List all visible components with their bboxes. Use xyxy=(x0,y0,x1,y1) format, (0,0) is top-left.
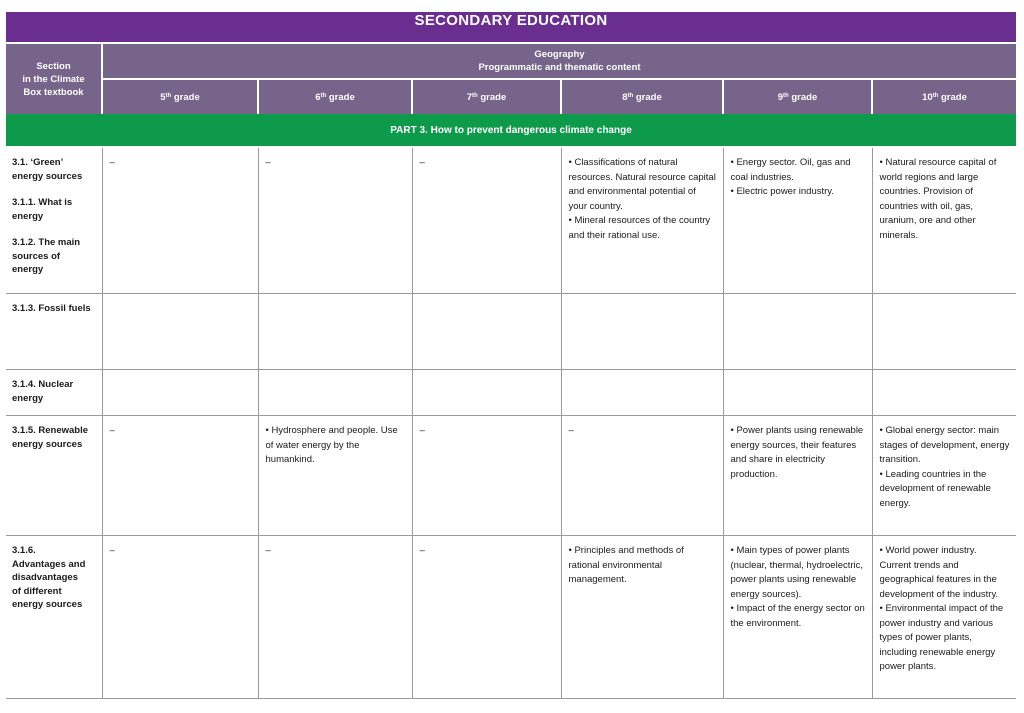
grade-5-content-cell xyxy=(723,294,872,370)
table-row xyxy=(6,370,1016,416)
content-item: • Natural resource capital of world regions and large countries. Provision of countries with oil, gas, uranium, ore and other minerals. xyxy=(879,157,997,241)
grade-2-content-cell xyxy=(258,536,412,699)
section-cell xyxy=(6,147,102,294)
grade-header-4 xyxy=(561,79,723,114)
content-item: – xyxy=(109,425,115,436)
grade-5-content-cell xyxy=(723,536,872,699)
grade-header-2 xyxy=(258,79,412,114)
section-line: 3.1.5. Renewable xyxy=(12,425,89,436)
grade-header-3 xyxy=(412,79,561,114)
grade-number: 6 xyxy=(315,91,321,103)
section-line: 3.1.3. Fossil fuels xyxy=(12,303,91,314)
content-item: • Impact of the energy sector on the environment. xyxy=(730,603,865,629)
subject-subtitle: Programmatic and thematic content xyxy=(478,62,641,73)
grade-5-content-cell xyxy=(723,147,872,294)
grade-label xyxy=(778,92,817,103)
grade-word: grade xyxy=(328,91,355,103)
grade-4-content-cell xyxy=(561,536,723,699)
part-heading: PART 3. How to prevent dangerous climate change xyxy=(6,114,1016,147)
section-line: 3.1.6. xyxy=(12,545,36,556)
content-item: – xyxy=(419,545,425,556)
curriculum-table xyxy=(6,12,1016,699)
grade-5-content-cell xyxy=(723,416,872,536)
grade-label xyxy=(622,92,661,103)
content-item: • Main types of power plants (nuclear, thermal, hydroelectric, power plants using renewable energy sources). xyxy=(730,545,864,600)
title-row xyxy=(6,12,1016,43)
grade-2-content-cell xyxy=(258,147,412,294)
section-spacer xyxy=(12,183,98,196)
grade-suffix: th xyxy=(627,92,634,99)
grade-number: 8 xyxy=(622,91,628,103)
section-line: energy sources xyxy=(12,438,83,450)
grade-number: 7 xyxy=(466,91,473,103)
grade-6-content-cell xyxy=(872,370,1016,416)
section-line: energy xyxy=(12,210,44,222)
grade-word: grade xyxy=(635,91,662,103)
grade-6-content-cell xyxy=(872,416,1016,536)
content-item: – xyxy=(419,157,425,168)
grade-3-content-cell xyxy=(412,147,561,294)
grade-6-content-cell xyxy=(872,536,1016,699)
header-row-subject xyxy=(6,43,1016,79)
grade-1-content-cell xyxy=(102,370,258,416)
content-item: • Energy sector. Oil, gas and coal industries. xyxy=(730,157,851,183)
grade-label xyxy=(160,92,199,103)
grade-header-6 xyxy=(872,79,1016,114)
grade-3-content-cell xyxy=(412,536,561,699)
section-line: 3.1.1. What is xyxy=(12,197,73,208)
grade-header-1 xyxy=(102,79,258,114)
section-line: of different xyxy=(12,585,62,597)
section-line: energy xyxy=(12,392,44,404)
content-item: – xyxy=(265,545,271,556)
section-line: Advantages and xyxy=(12,558,86,570)
section-cell xyxy=(6,536,102,699)
grade-suffix: th xyxy=(165,92,172,99)
grade-3-content-cell xyxy=(412,294,561,370)
section-column-header xyxy=(6,43,102,114)
header-row-grades xyxy=(6,79,1016,114)
content-item: – xyxy=(419,425,425,436)
grade-4-content-cell xyxy=(561,294,723,370)
section-line: disadvantages xyxy=(12,572,78,583)
grade-2-content-cell xyxy=(258,370,412,416)
content-item: • Classifications of natural resources. Natural resource capital and environmental potential of your country. xyxy=(568,157,716,212)
table-row xyxy=(6,294,1016,370)
part-row xyxy=(6,114,1016,147)
grade-label xyxy=(467,92,506,103)
grade-6-content-cell xyxy=(872,147,1016,294)
section-header-line: Section xyxy=(36,60,71,72)
content-item: • World power industry. Current trends and geographical features in the development of the industry. xyxy=(879,545,999,600)
table-row xyxy=(6,536,1016,699)
grade-header-5 xyxy=(723,79,872,114)
section-line: energy xyxy=(12,264,44,275)
content-item: • Environmental impact of the power industry and various types of power plants, including renewable energy power plants. xyxy=(879,603,1004,672)
section-line: energy sources xyxy=(12,599,83,610)
grade-2-content-cell xyxy=(258,294,412,370)
table-row xyxy=(6,416,1016,536)
grade-3-content-cell xyxy=(412,370,561,416)
grade-number: 9 xyxy=(777,91,784,103)
table-title: SECONDARY EDUCATION xyxy=(6,12,1016,43)
content-item: • Power plants using renewable energy sources, their features and share in electricity production. xyxy=(730,425,864,480)
section-header-line: Box textbook xyxy=(23,86,84,98)
section-line: 3.1.4. Nuclear xyxy=(12,379,74,390)
grade-label xyxy=(315,92,354,103)
grade-suffix: th xyxy=(320,92,327,99)
section-cell xyxy=(6,294,102,370)
content-item: – xyxy=(265,157,271,168)
content-item: • Electric power industry. xyxy=(730,186,834,197)
grade-3-content-cell xyxy=(412,416,561,536)
grade-suffix: th xyxy=(932,92,939,99)
grade-6-content-cell xyxy=(872,294,1016,370)
grade-1-content-cell xyxy=(102,536,258,699)
grade-1-content-cell xyxy=(102,416,258,536)
section-header-line: in the Climate xyxy=(22,73,85,85)
section-spacer xyxy=(12,223,98,236)
grade-suffix: th xyxy=(783,92,789,99)
grade-word: grade xyxy=(791,91,818,103)
content-item: – xyxy=(109,157,115,168)
grade-4-content-cell xyxy=(561,147,723,294)
grade-2-content-cell xyxy=(258,416,412,536)
subject-title: Geography xyxy=(534,49,585,60)
section-cell xyxy=(6,370,102,416)
content-item: • Hydrosphere and people. Use of water energy by the humankind. xyxy=(265,425,398,465)
section-cell xyxy=(6,416,102,536)
content-item: • Leading countries in the development of renewable energy. xyxy=(879,468,991,509)
section-line: energy sources xyxy=(12,170,83,182)
grade-5-content-cell xyxy=(723,370,872,416)
section-line: 3.1.2. The main xyxy=(12,237,81,248)
section-line: 3.1. ‘Green’ xyxy=(12,157,64,168)
grade-suffix: th xyxy=(472,92,478,99)
grade-number: 5 xyxy=(160,91,166,103)
grade-4-content-cell xyxy=(561,416,723,536)
grade-number: 10 xyxy=(922,91,933,103)
content-item: – xyxy=(109,545,115,556)
section-line: sources of xyxy=(12,250,61,262)
grade-1-content-cell xyxy=(102,147,258,294)
content-item: • Mineral resources of the country and their rational use. xyxy=(568,215,711,241)
grade-label xyxy=(922,92,967,103)
grade-word: grade xyxy=(480,91,507,103)
table-row xyxy=(6,147,1016,294)
subject-header xyxy=(102,43,1016,79)
grade-word: grade xyxy=(941,91,967,103)
grade-word: grade xyxy=(173,91,200,103)
content-item: – xyxy=(568,425,574,436)
grade-1-content-cell xyxy=(102,294,258,370)
content-item: • Global energy sector: main stages of development, energy transition. xyxy=(879,425,1010,465)
grade-4-content-cell xyxy=(561,370,723,416)
content-item: • Principles and methods of rational environmental management. xyxy=(568,545,684,585)
